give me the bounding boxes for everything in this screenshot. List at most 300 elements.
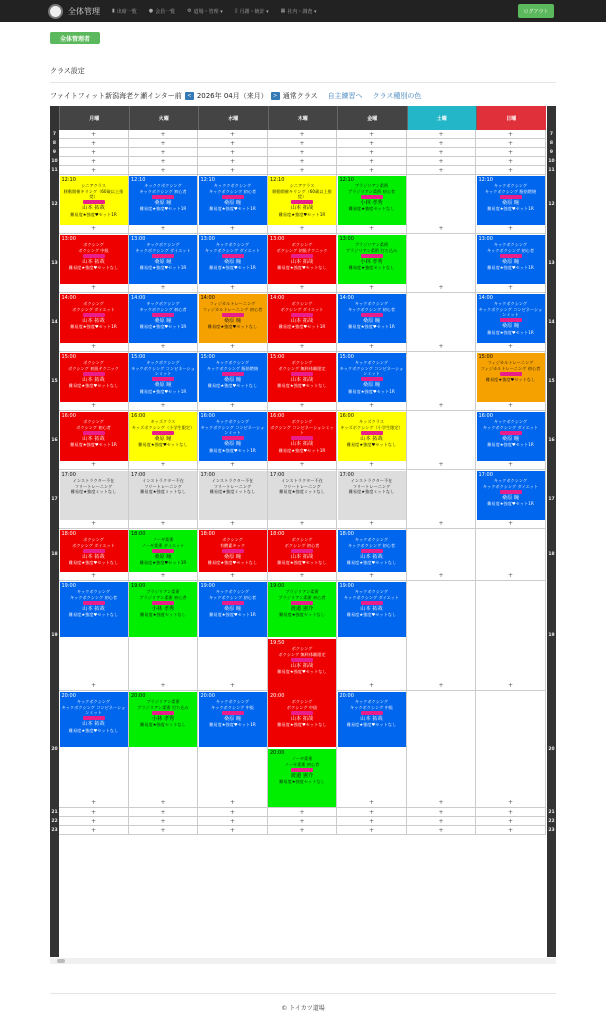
class-subtitle: キックボクシング 初心者	[486, 247, 535, 253]
add-class-button[interactable]: +	[438, 827, 444, 834]
class-block[interactable]	[477, 176, 545, 225]
class-name: キックボクシング	[493, 301, 528, 307]
add-class-button[interactable]: +	[229, 158, 236, 165]
nav-item-2[interactable]	[187, 8, 223, 15]
class-block[interactable]	[338, 692, 406, 747]
difficulty-note: 難易度★強度♥セット1R	[278, 447, 326, 453]
hour-label: 14	[51, 319, 58, 325]
brand-title[interactable]: 全体管理	[68, 6, 100, 16]
add-class-button[interactable]: +	[160, 809, 166, 816]
add-class-button[interactable]: +	[368, 225, 375, 232]
add-class-button[interactable]: +	[90, 167, 97, 174]
class-time: 19:00	[339, 583, 354, 589]
class-block[interactable]	[199, 530, 267, 572]
add-class-button[interactable]: +	[438, 140, 444, 147]
hour-label: 11	[51, 167, 58, 173]
class-block[interactable]	[477, 353, 545, 402]
class-block[interactable]	[268, 749, 336, 807]
class-block[interactable]	[268, 176, 336, 225]
add-class-button[interactable]: +	[507, 682, 514, 689]
class-block[interactable]	[338, 353, 406, 402]
logout-button[interactable]: ログアウト	[518, 4, 554, 18]
difficulty-note: 難易度★強度♥セット1R	[278, 211, 326, 217]
hour-label: 23	[548, 827, 555, 833]
add-class-button[interactable]: +	[229, 809, 236, 816]
class-block[interactable]	[338, 582, 406, 637]
class-block[interactable]	[199, 412, 267, 461]
class-block[interactable]	[60, 294, 128, 343]
class-block[interactable]	[60, 692, 128, 747]
hour-label: 12	[548, 201, 555, 207]
class-block[interactable]	[60, 530, 128, 572]
add-class-button[interactable]: +	[299, 827, 305, 834]
class-block[interactable]	[129, 582, 197, 637]
add-class-button[interactable]: +	[507, 520, 514, 527]
class-name: キックボクシング	[493, 419, 528, 425]
add-class-button[interactable]: +	[160, 799, 166, 806]
add-class-button[interactable]: +	[507, 572, 514, 579]
next-month-button[interactable]: >	[271, 92, 280, 100]
class-block[interactable]	[338, 530, 406, 572]
class-time: 14:00	[478, 295, 493, 301]
class-block[interactable]	[60, 412, 128, 461]
add-class-button[interactable]: +	[368, 149, 375, 156]
add-class-button[interactable]: +	[368, 140, 375, 147]
add-class-button[interactable]: +	[299, 131, 305, 138]
class-block[interactable]	[199, 294, 267, 343]
add-class-button[interactable]: +	[90, 402, 97, 409]
add-class-button[interactable]: +	[507, 149, 514, 156]
tag-badge	[361, 254, 383, 258]
tag-badge	[152, 711, 174, 715]
add-class-button[interactable]: +	[229, 167, 236, 174]
class-time: 17:00	[270, 472, 285, 478]
hour-label: 10	[548, 158, 555, 164]
class-time: 14:00	[61, 295, 76, 301]
add-class-button[interactable]: +	[229, 827, 236, 834]
add-class-button[interactable]: +	[507, 799, 514, 806]
add-class-button[interactable]: +	[229, 818, 236, 825]
add-class-button[interactable]: +	[160, 225, 166, 232]
hour-label: 16	[548, 437, 555, 443]
add-class-button[interactable]: +	[507, 167, 514, 174]
add-class-button[interactable]: +	[160, 167, 166, 174]
class-block[interactable]	[199, 176, 267, 225]
add-class-button[interactable]: +	[299, 402, 305, 409]
add-class-button[interactable]: +	[160, 284, 166, 291]
add-class-button[interactable]: +	[299, 167, 305, 174]
class-block[interactable]	[129, 471, 197, 520]
add-class-button[interactable]: +	[507, 809, 514, 816]
class-subtitle: ブラジリアン柔術 初心者	[347, 188, 396, 194]
class-name: ボクシング	[83, 301, 104, 307]
class-name: ブラジリアン柔術	[354, 242, 389, 248]
day-header-2: 水曜	[198, 106, 268, 130]
add-class-button[interactable]: +	[507, 131, 514, 138]
class-name: キッズクラス	[359, 419, 384, 425]
nav-item-1[interactable]	[149, 8, 175, 15]
class-block[interactable]	[268, 530, 336, 572]
class-block[interactable]	[60, 471, 128, 520]
add-class-button[interactable]: +	[368, 158, 375, 165]
prev-month-button[interactable]: <	[185, 92, 194, 100]
add-class-button[interactable]: +	[438, 131, 444, 138]
add-class-button[interactable]: +	[507, 818, 514, 825]
class-block[interactable]	[60, 176, 128, 225]
add-class-button[interactable]: +	[229, 520, 236, 527]
class-block[interactable]	[338, 471, 406, 520]
add-class-button[interactable]: +	[90, 827, 97, 834]
add-class-button[interactable]: +	[160, 402, 166, 409]
difficulty-note: 難易度★強度♥セットなし	[346, 560, 397, 566]
class-block[interactable]	[129, 692, 197, 747]
add-class-button[interactable]: +	[90, 225, 97, 232]
add-class-button[interactable]: +	[507, 158, 514, 165]
hour-label: 21	[51, 809, 58, 815]
add-class-button[interactable]: +	[438, 520, 444, 527]
add-class-button[interactable]: +	[90, 818, 97, 825]
instructor-name: 桑原 瞳	[223, 605, 242, 612]
class-time: 15:00	[200, 354, 215, 360]
horizontal-scrollbar[interactable]	[50, 958, 556, 964]
add-class-button[interactable]: +	[299, 461, 305, 468]
class-time: 20:00	[270, 750, 285, 756]
footer-copyright: © トイカツ道場	[281, 1005, 325, 1012]
add-class-button[interactable]: +	[229, 131, 236, 138]
add-class-button[interactable]: +	[160, 682, 166, 689]
class-time: 15:00	[270, 354, 285, 360]
add-class-button[interactable]: +	[229, 799, 236, 806]
class-time: 12:10	[270, 177, 285, 183]
add-class-button[interactable]: +	[299, 225, 305, 232]
instructor-name: 山本 拓哉	[82, 553, 105, 560]
class-block[interactable]	[477, 235, 545, 284]
class-block[interactable]	[199, 692, 267, 747]
class-block[interactable]	[477, 471, 545, 520]
add-class-button[interactable]: +	[160, 818, 166, 825]
add-class-button[interactable]: +	[368, 520, 375, 527]
class-subtitle: ボクシング 中級	[286, 704, 318, 710]
weekly-schedule-grid	[50, 106, 556, 957]
add-class-button[interactable]: +	[438, 167, 444, 174]
add-class-button[interactable]: +	[229, 225, 236, 232]
class-block[interactable]	[268, 692, 336, 747]
class-block[interactable]	[338, 294, 406, 343]
class-block[interactable]	[129, 235, 197, 284]
hour-label: 13	[548, 260, 555, 266]
class-name: キックボクシング	[76, 699, 111, 705]
add-class-button[interactable]: +	[438, 402, 444, 409]
add-class-button[interactable]: +	[160, 131, 166, 138]
add-class-button[interactable]: +	[368, 131, 375, 138]
schedule-cell	[407, 581, 477, 691]
instructor-name: 桑原 瞳	[154, 317, 172, 324]
add-class-button[interactable]: +	[438, 572, 444, 579]
class-block[interactable]	[268, 471, 336, 520]
class-block[interactable]	[129, 294, 197, 343]
tag-badge	[152, 313, 174, 317]
class-subtitle: キックボクシング 初心者	[208, 594, 257, 600]
class-time: 14:00	[270, 295, 285, 301]
add-class-button[interactable]: +	[368, 343, 375, 350]
add-class-button[interactable]: +	[299, 520, 305, 527]
tag-badge	[361, 549, 383, 553]
add-class-button[interactable]: +	[438, 799, 444, 806]
tag-badge	[222, 711, 244, 715]
class-name: シニアクラス	[289, 183, 315, 189]
nav-item-3[interactable]	[235, 8, 269, 15]
class-block[interactable]	[268, 235, 336, 284]
self-training-link[interactable]: 自主練習へ	[327, 92, 363, 100]
instructor-name: 山本 拓哉	[290, 205, 314, 211]
add-class-button[interactable]: +	[90, 572, 97, 579]
class-name: インストラクター不在	[142, 478, 184, 484]
add-class-button[interactable]: +	[229, 572, 236, 579]
tag-badge	[222, 549, 244, 553]
add-class-button[interactable]: +	[90, 131, 97, 138]
class-block[interactable]	[199, 471, 267, 520]
add-class-button[interactable]: +	[160, 572, 166, 579]
tag-badge	[291, 200, 313, 204]
class-name: ボクシング	[291, 242, 313, 248]
nav-item-4[interactable]	[281, 8, 317, 15]
add-class-button[interactable]: +	[368, 799, 375, 806]
add-class-button[interactable]: +	[438, 225, 444, 232]
day-header-3: 木曜	[268, 106, 338, 130]
class-name: キックボクシング	[354, 301, 389, 307]
class-block[interactable]	[129, 176, 197, 225]
difficulty-note: 難易度★強度♥セット1R	[487, 265, 534, 271]
class-name: ボクシング	[291, 360, 313, 366]
add-class-button[interactable]: +	[299, 140, 305, 147]
class-name: キックボクシング	[354, 537, 389, 543]
difficulty-note: 難易度★強度♥セットなし	[68, 560, 119, 566]
class-subtitle: ボクシング コンビネーションミット	[270, 424, 334, 435]
add-class-button[interactable]: +	[160, 520, 166, 527]
add-class-button[interactable]: +	[160, 827, 166, 834]
add-class-button[interactable]: +	[160, 158, 166, 165]
add-class-button[interactable]: +	[507, 140, 514, 147]
difficulty-note: 難易度★強度♥セットなし	[68, 727, 119, 733]
add-class-button[interactable]: +	[507, 827, 514, 834]
add-class-button[interactable]: +	[368, 682, 375, 689]
add-class-button[interactable]: +	[229, 343, 236, 350]
add-class-button[interactable]: +	[368, 402, 375, 409]
instructor-name: 山本 拓哉	[290, 317, 314, 324]
nav-item-label: 道場・管理 ▾	[193, 8, 223, 15]
class-block[interactable]	[199, 235, 267, 284]
add-class-button[interactable]: +	[299, 343, 305, 350]
class-name: ブラジリアン柔術	[146, 699, 180, 705]
class-subtitle: ボクシング 中級	[78, 247, 109, 253]
add-class-button[interactable]: +	[368, 284, 375, 291]
class-block[interactable]	[60, 235, 128, 284]
tag-badge	[500, 431, 522, 435]
class-block[interactable]	[268, 353, 336, 402]
add-class-button[interactable]: +	[160, 140, 166, 147]
difficulty-note: 難易度★強度♥セット1R	[209, 612, 256, 618]
class-block[interactable]	[268, 582, 336, 637]
class-name: ボクシング	[83, 419, 104, 425]
difficulty-note: 難易度★強度♥セットなし	[68, 612, 119, 618]
add-class-button[interactable]: +	[299, 818, 305, 825]
add-class-button[interactable]: +	[438, 149, 444, 156]
add-class-button[interactable]: +	[90, 343, 97, 350]
add-class-button[interactable]: +	[368, 818, 375, 825]
class-block[interactable]	[268, 294, 336, 343]
add-class-button[interactable]: +	[90, 461, 97, 468]
add-class-button[interactable]: +	[90, 140, 97, 147]
add-class-button[interactable]: +	[299, 809, 305, 816]
hour-label: 12	[51, 201, 58, 207]
instructor-name: 渡邉 憲介	[290, 772, 314, 779]
add-class-button[interactable]: +	[90, 809, 97, 816]
class-subtitle: キックボクシング コンビネーションミット	[478, 306, 543, 317]
add-class-button[interactable]: +	[438, 343, 444, 350]
class-block[interactable]	[338, 235, 406, 284]
class-name: ボクシング	[83, 360, 104, 366]
class-block[interactable]	[129, 530, 197, 572]
add-class-button[interactable]: +	[368, 167, 375, 174]
add-class-button[interactable]: +	[299, 158, 305, 165]
class-time: 12:10	[478, 177, 493, 183]
add-class-button[interactable]: +	[160, 149, 166, 156]
add-class-button[interactable]: +	[229, 682, 236, 689]
difficulty-note: 難易度★強度♥セットなし	[68, 383, 119, 389]
class-block[interactable]	[129, 353, 197, 402]
tag-badge	[83, 372, 105, 376]
add-class-button[interactable]: +	[438, 809, 444, 816]
logo[interactable]	[48, 4, 63, 19]
add-class-button[interactable]: +	[229, 149, 236, 156]
class-subtitle: キックボクシング 中級	[211, 704, 254, 710]
difficulty-note: 難易度★強度♥セットなし	[207, 560, 258, 566]
add-class-button[interactable]: +	[90, 149, 97, 156]
difficulty-note: 難易度★強度♥セット1R	[348, 324, 395, 330]
instructor-name: 山本 拓哉	[82, 605, 105, 612]
tag-badge	[222, 313, 244, 317]
class-name: インストラクター不在	[281, 478, 323, 484]
class-subtitle: キックボクシング ダイエット	[135, 247, 191, 253]
class-block[interactable]	[60, 582, 128, 637]
add-class-button[interactable]: +	[507, 284, 514, 291]
tag-badge	[361, 431, 383, 435]
add-class-button[interactable]: +	[160, 343, 166, 350]
class-block[interactable]	[338, 176, 406, 225]
class-name: キッククボクシング	[213, 183, 252, 189]
class-subtitle: キックボクシング コンビネーションミット	[339, 365, 404, 376]
instructor-name: 山本 拓哉	[360, 605, 383, 612]
tag-badge	[152, 549, 174, 553]
class-block[interactable]	[60, 353, 128, 402]
class-block[interactable]	[268, 412, 336, 461]
class-time: 13:00	[200, 236, 215, 242]
class-block[interactable]	[338, 412, 406, 461]
add-class-button[interactable]: +	[438, 682, 444, 689]
difficulty-note: 難易度★強度ミットなし	[140, 488, 186, 494]
add-class-button[interactable]: +	[438, 284, 444, 291]
class-name: ボクシング	[83, 242, 104, 248]
add-class-button[interactable]: +	[507, 343, 514, 350]
add-class-button[interactable]: +	[368, 572, 375, 579]
tag-badge	[500, 318, 522, 322]
class-block[interactable]	[199, 582, 267, 637]
nav-item-0[interactable]	[112, 8, 137, 15]
class-subtitle: キッズボクシング（小学生限定）	[340, 424, 403, 430]
class-block[interactable]	[268, 639, 336, 697]
add-class-button[interactable]: +	[229, 284, 236, 291]
class-time: 19:00	[131, 583, 146, 589]
instructor-name: 桑原 瞳	[362, 382, 381, 388]
add-class-button[interactable]: +	[90, 158, 97, 165]
class-name: キックボクシング	[146, 242, 180, 248]
difficulty-note: 難易度★強度♥セット1R	[139, 560, 187, 566]
add-class-button[interactable]: +	[299, 284, 305, 291]
scrollbar-thumb[interactable]	[57, 959, 65, 963]
add-class-button[interactable]: +	[90, 682, 97, 689]
add-class-button[interactable]: +	[90, 284, 97, 291]
add-class-button[interactable]: +	[507, 402, 514, 409]
class-time: 20:00	[339, 693, 354, 699]
class-block[interactable]	[199, 353, 267, 402]
add-class-button[interactable]: +	[438, 818, 444, 825]
class-time: 18:00	[131, 531, 146, 537]
add-class-button[interactable]: +	[229, 140, 236, 147]
class-color-link[interactable]: クラス種別の色	[372, 92, 422, 100]
difficulty-note: 難易度★強度セットなし	[279, 612, 325, 618]
hour-label: 17	[51, 496, 58, 502]
add-class-button[interactable]: +	[160, 461, 166, 468]
role-badge: 全体管理者	[50, 32, 100, 44]
class-subtitle: キックボクシング 初心者	[208, 188, 257, 194]
class-name: キックボクシング	[354, 699, 389, 705]
class-block[interactable]	[477, 294, 545, 343]
class-subtitle: キックボクシング 脂肪燃焼	[206, 365, 259, 371]
add-class-button[interactable]: +	[438, 461, 444, 468]
class-subtitle: ボクシング 初心者	[284, 542, 320, 548]
difficulty-note: 難易度★強度♥セットなし	[346, 722, 397, 728]
add-class-button[interactable]: +	[368, 827, 375, 834]
add-class-button[interactable]: +	[299, 572, 305, 579]
add-class-button[interactable]: +	[507, 225, 514, 232]
difficulty-note: 難易度★強度♥セット1R	[209, 722, 256, 728]
class-time: 15:00	[131, 354, 146, 360]
class-block[interactable]	[129, 412, 197, 461]
add-class-button[interactable]: +	[438, 158, 444, 165]
add-class-button[interactable]: +	[90, 799, 97, 806]
class-time: 12:10	[339, 177, 354, 183]
class-block[interactable]	[477, 412, 545, 461]
add-class-button[interactable]: +	[368, 461, 375, 468]
add-class-button[interactable]: +	[90, 520, 97, 527]
class-name: キッズクラス	[150, 419, 176, 425]
tag-badge	[152, 377, 174, 381]
add-class-button[interactable]: +	[507, 461, 514, 468]
class-name: ブラジリアン柔術	[354, 183, 389, 189]
hour-label: 22	[548, 818, 555, 824]
chart-icon: ▮	[112, 8, 115, 14]
class-name: フィジカルトレーニング	[209, 301, 256, 307]
add-class-button[interactable]: +	[229, 402, 236, 409]
add-class-button[interactable]: +	[368, 809, 375, 816]
difficulty-note: 難易度★強度セットなし	[348, 265, 395, 271]
class-subtitle: ボクシング ダイエット	[280, 306, 324, 312]
tag-badge	[361, 711, 383, 715]
add-class-button[interactable]: +	[229, 461, 236, 468]
difficulty-note: 難易度★強度♥セット1R	[209, 265, 256, 271]
class-name: インストラクター不在	[72, 478, 115, 484]
add-class-button[interactable]: +	[299, 149, 305, 156]
